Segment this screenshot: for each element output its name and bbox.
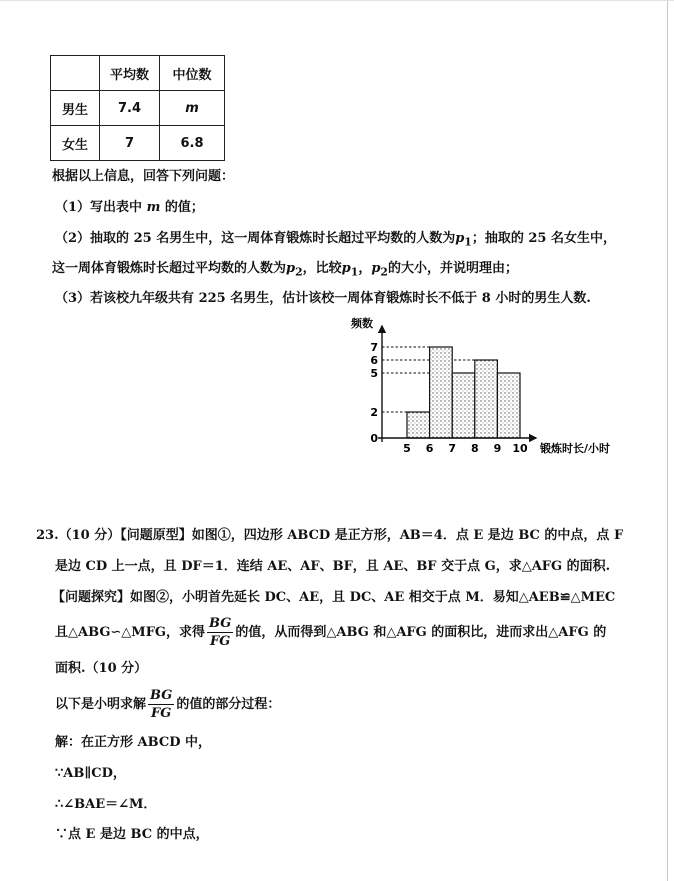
q23-line-8: ∵AB∥CD， — [55, 766, 126, 781]
p2-subscript: 2 — [295, 265, 303, 279]
q23-line-3: 【问题探究】如图②，小明首先延长 DC、AE，且 DC、AE 相交于点 M．易知△AEB≌△MEC — [52, 590, 616, 605]
q23-line-10: ∵点 E 是边 BC 的中点， — [55, 827, 209, 842]
q2-text: 的大小，并说明理由； — [387, 261, 518, 276]
q2-text: （2）抽取的 25 名男生中，这一周体育锻炼时长超过平均数的人数为 — [55, 231, 456, 246]
fraction-numerator: BG — [209, 616, 232, 631]
q2-text: 这一周体育锻炼时长超过平均数的人数为 — [52, 261, 287, 276]
fraction-denominator: FG — [210, 634, 231, 649]
row-label: 女生 — [51, 126, 100, 161]
p1-symbol: p — [455, 231, 465, 246]
q2-text: ，比较 — [302, 261, 342, 276]
q23-line-4 — [55, 615, 606, 650]
p1-subscript: 1 — [464, 235, 472, 249]
y-axis-label: 频数 — [351, 317, 373, 330]
table-header-cell: 中位数 — [160, 56, 225, 91]
y-tick-label: 0 — [370, 432, 378, 445]
x-tick-label: 6 — [425, 442, 434, 455]
x-tick-label: 8 — [470, 442, 479, 455]
histogram-bar — [452, 373, 475, 438]
y-tick-label: 5 — [370, 367, 378, 380]
q23-text: 的值，从而得到△ABG 和△AFG 的面积比，进而求出△AFG 的 — [235, 625, 607, 640]
table-header-cell — [51, 56, 100, 91]
median-cell: 6.8 — [160, 126, 225, 161]
table-header-cell: 平均数 — [100, 56, 160, 91]
q2-text: ；抽取的 25 名女生中， — [471, 231, 616, 246]
x-tick-label: 5 — [403, 442, 411, 455]
x-axis-label: 锻炼时长/小时 — [540, 442, 611, 455]
mean-cell: 7 — [100, 126, 160, 161]
q23-line-7: 解：在正方形 ABCD 中， — [55, 735, 211, 750]
x-tick-label: 10 — [512, 442, 528, 455]
fraction-bg-fg — [207, 615, 233, 650]
frequency-histogram — [348, 316, 623, 461]
q1-text-a: （1）写出表中 — [55, 200, 143, 215]
q23-text: 的值的部分过程： — [176, 697, 281, 712]
p2-symbol: p — [286, 261, 296, 276]
table-row — [51, 126, 225, 161]
row-label: 男生 — [51, 91, 100, 126]
histogram-bar — [497, 373, 520, 438]
question-2-line-1 — [55, 230, 616, 252]
page-edge — [667, 0, 668, 881]
question-1 — [55, 199, 204, 217]
x-tick-label: 9 — [493, 442, 502, 455]
question-2-line-2 — [52, 260, 518, 282]
q23-line-1: 23.（10 分）【问题原型】如图①，四边形 ABCD 是正方形，AB＝4．点 E 是边 BC 的中点，点 F — [36, 528, 624, 543]
fraction-bg-fg — [148, 687, 174, 722]
median-cell: m — [160, 91, 225, 126]
mean-cell: 7.4 — [100, 91, 160, 126]
q23-line-5: 面积.（10 分） — [55, 661, 148, 676]
histogram-bar — [475, 360, 498, 438]
page-top-edge — [0, 0, 674, 1]
p1-subscript: 1 — [350, 265, 359, 279]
question-3: （3）若该校九年级共有 225 名男生，估计该校一周体育锻炼时长不低于 8 小时的男生人数. — [55, 291, 591, 306]
histogram-bar — [407, 412, 430, 438]
table-header-row — [51, 56, 225, 91]
q23-text: 以下是小明求解 — [55, 697, 147, 712]
q23-line-2: 是边 CD 上一点，且 DF＝1．连结 AE、AF、BF，且 AE、BF 交于点 G，求△AFG 的面积. — [55, 559, 611, 574]
p1-symbol: p — [341, 261, 351, 276]
fraction-denominator: FG — [151, 706, 172, 721]
histogram-bar — [430, 347, 453, 438]
q23-line-9: ∴∠BAE＝∠M． — [55, 797, 157, 812]
fraction-numerator: BG — [150, 688, 173, 703]
p2-subscript: 2 — [380, 265, 388, 279]
q2-text: ， — [358, 261, 372, 276]
y-tick-label: 6 — [370, 354, 378, 367]
y-tick-label: 2 — [370, 406, 378, 419]
q1-variable: m — [146, 200, 161, 215]
p2-symbol: p — [371, 261, 381, 276]
y-tick-label: 7 — [370, 341, 378, 354]
q23-line-6 — [55, 687, 280, 722]
x-tick-label: 7 — [448, 442, 457, 455]
intro-text: 根据以上信息，回答下列问题： — [52, 169, 235, 184]
table-row — [51, 91, 225, 126]
q1-text-b: 的值； — [164, 200, 204, 215]
statistics-table — [50, 55, 225, 161]
q23-text: 且△ABG∽△MFG，求得 — [55, 625, 206, 640]
